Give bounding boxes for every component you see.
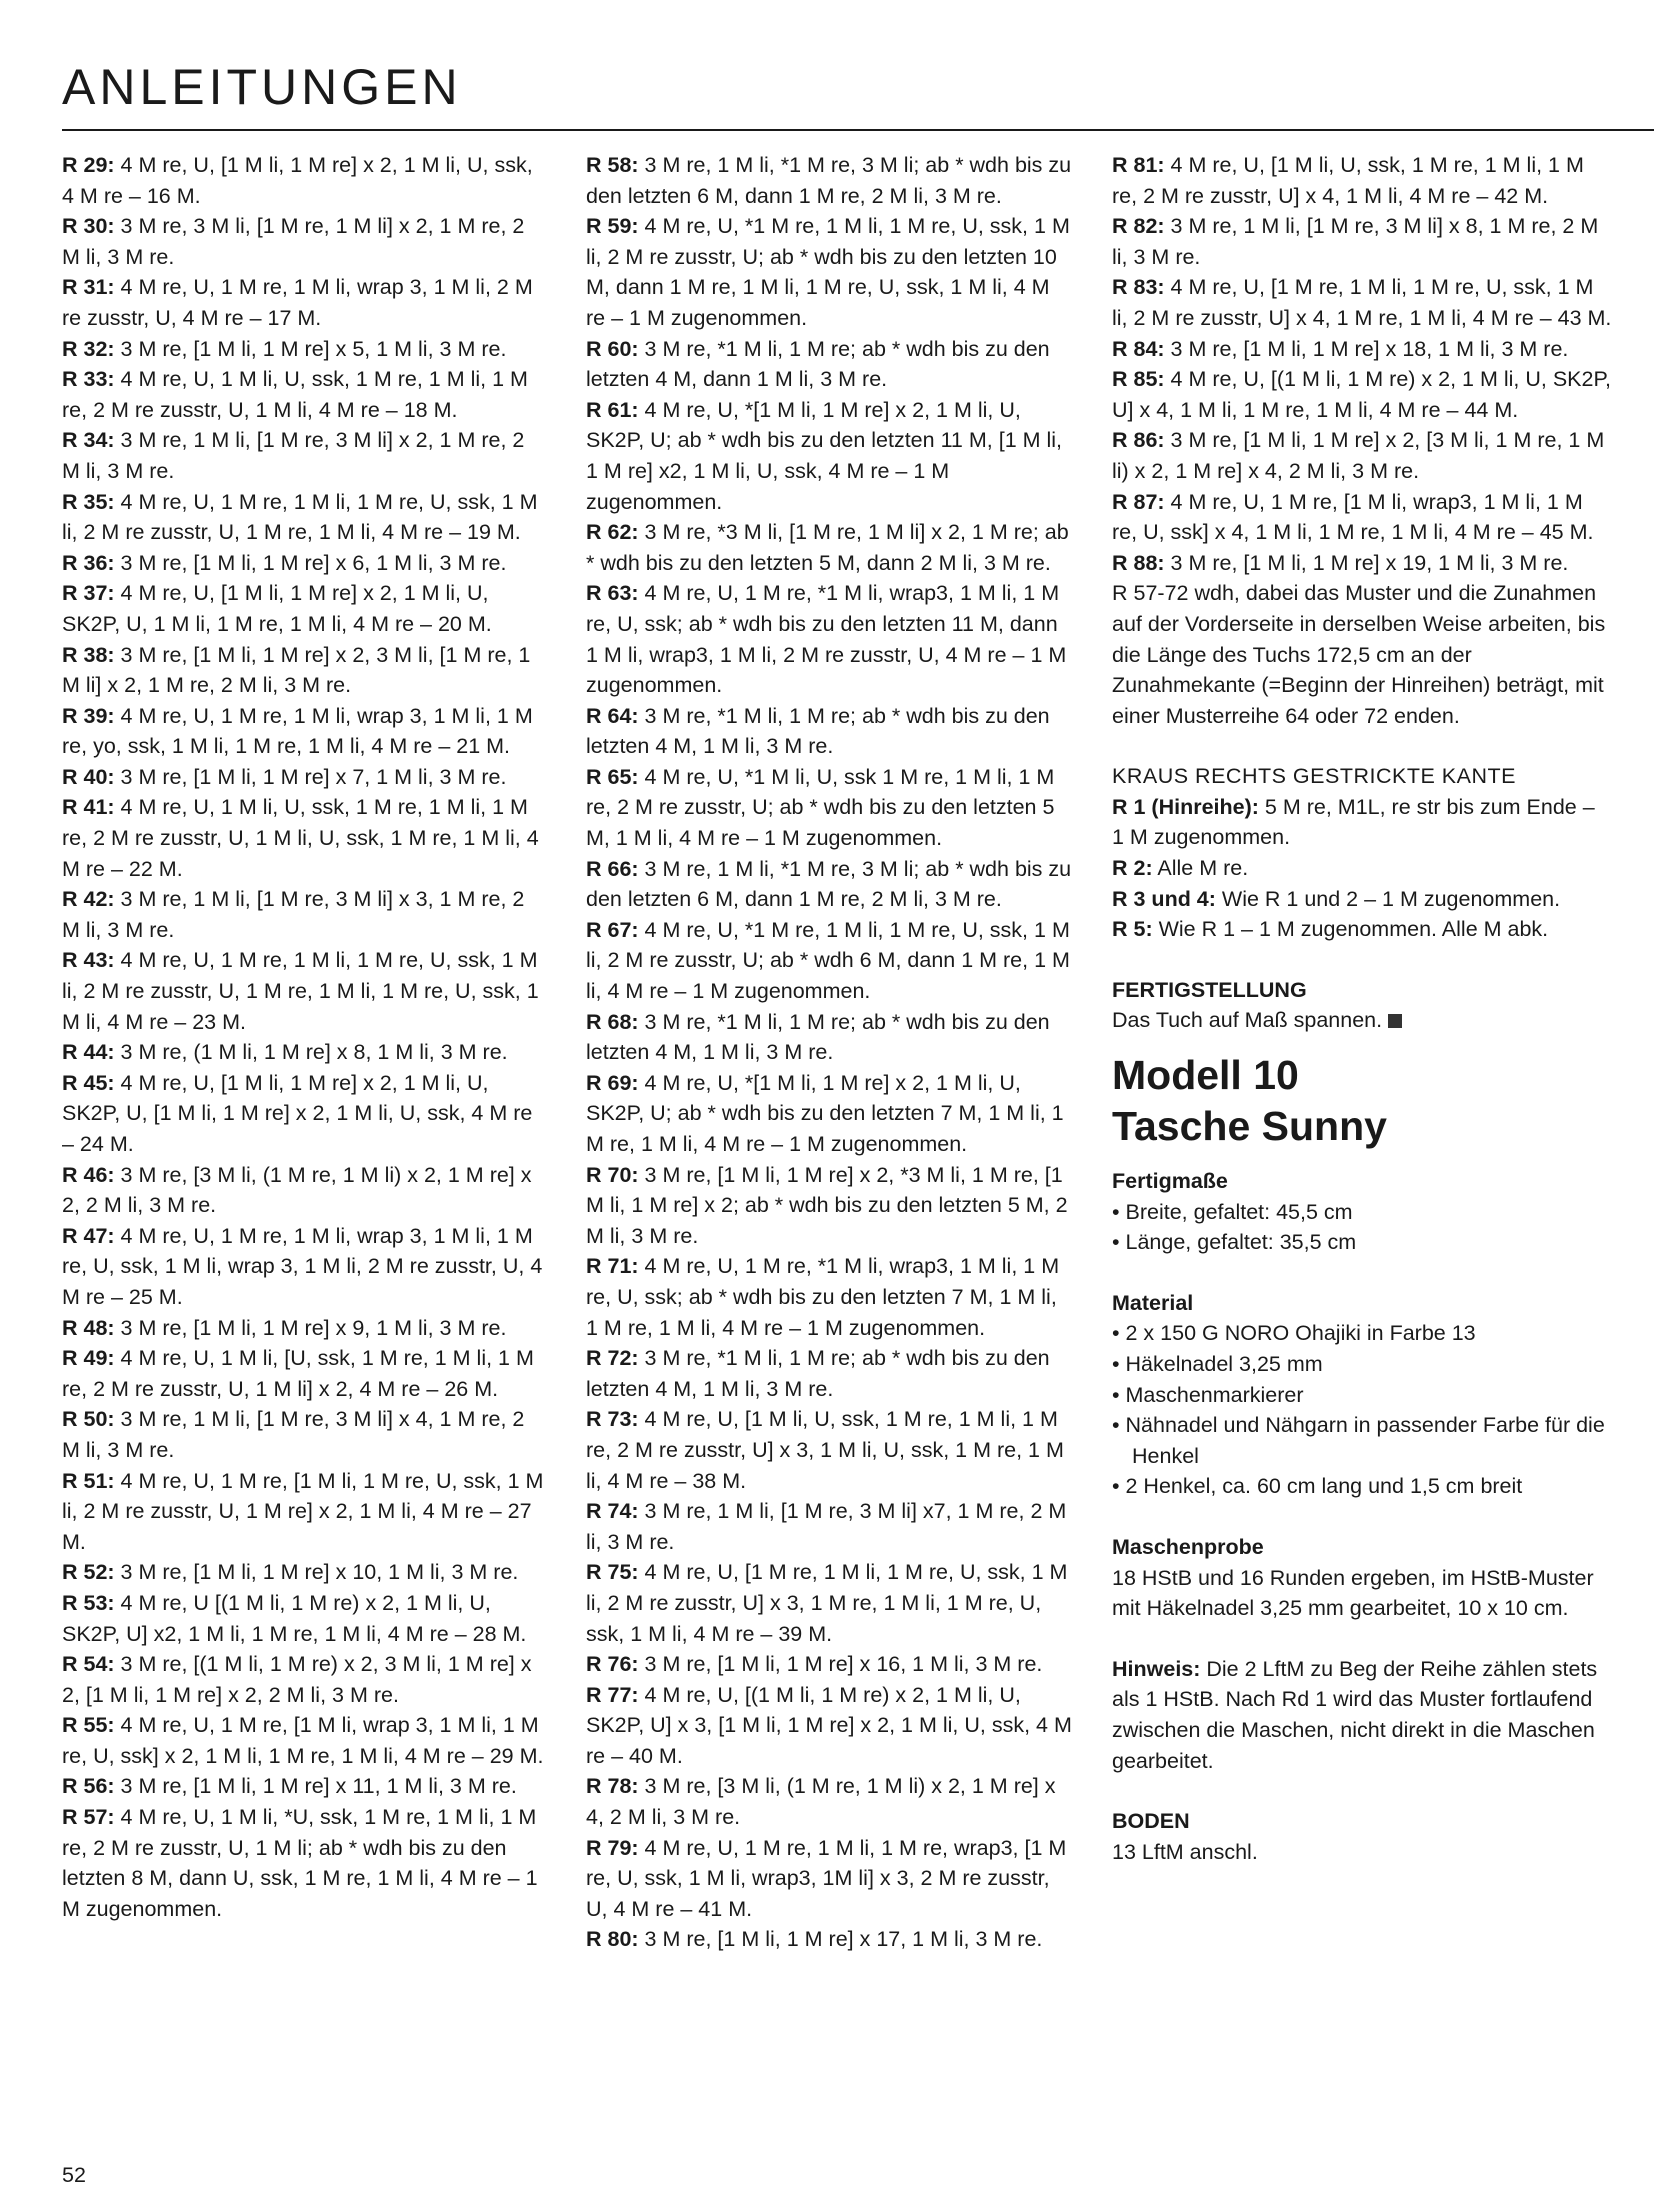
- pattern-row: [62, 1710, 548, 1771]
- pattern-row-text: 4 M re, U, 1 M re, 1 M li, wrap 3, 1 M li, 1 M re, yo, ssk, 1 M li, 1 M re, 1 M li, 4 M re – 21 M.: [62, 703, 533, 759]
- pattern-row: [586, 1649, 1072, 1680]
- pattern-row: [62, 1313, 548, 1344]
- pattern-row: [62, 150, 548, 211]
- material-item: • Häkelnadel 3,25 mm: [1112, 1352, 1323, 1376]
- edge-row-text: Wie R 1 – 1 M zugenommen. Alle M abk.: [1152, 917, 1549, 942]
- pattern-row-text: 3 M re, *3 M li, [1 M re, 1 M li] x 2, 1 M re; ab * wdh bis zu den letzten 5 M, dann 2 M li, 3 M re.: [586, 520, 1069, 575]
- pattern-row-text: 3 M re, [1 M li, 1 M re] x 2, *3 M li, 1 M re, [1 M li, 1 M re] x 2; ab * wdh bis zu den letzten 5 M, 2 M li, 3 M re.: [586, 1162, 1068, 1248]
- pattern-row: [62, 1037, 548, 1068]
- pattern-row-text: 3 M re, [1 M li, 1 M re] x 9, 1 M li, 3 M re.: [114, 1315, 507, 1340]
- pattern-row-label: R 80:: [586, 1927, 639, 1952]
- page-header-title: ANLEITUNGEN: [62, 59, 462, 115]
- pattern-row: [1112, 334, 1612, 365]
- pattern-row: [62, 1466, 548, 1558]
- pattern-row: [62, 1802, 548, 1924]
- pattern-row-text: 3 M re, 3 M li, [1 M re, 1 M li] x 2, 1 M re, 2 M li, 3 M re.: [62, 214, 525, 269]
- pattern-row: [586, 1833, 1072, 1925]
- pattern-row: [586, 1251, 1072, 1343]
- pattern-row: [586, 1007, 1072, 1068]
- measure-item: • Länge, gefaltet: 35,5 cm: [1112, 1230, 1357, 1255]
- pattern-row: [586, 1343, 1072, 1404]
- pattern-row-text: 3 M re, *1 M li, 1 M re; ab * wdh bis zu den letzten 4 M, dann 1 M li, 3 M re.: [586, 336, 1050, 392]
- measures-list: [1112, 1197, 1612, 1258]
- pattern-row: [62, 364, 548, 425]
- pattern-row-label: R 81:: [1112, 153, 1165, 177]
- edge-row-label: R 2:: [1112, 856, 1153, 881]
- materials-list: [1112, 1318, 1612, 1502]
- pattern-row-label: R 52:: [62, 1560, 115, 1585]
- pattern-row-text: 4 M re, U, 1 M re, *1 M li, wrap3, 1 M li, 1 M re, U, ssk; ab * wdh bis zu den letzten 11 M, dann 1 M li, wrap3, 1 M li, 2 M re zusstr, U, 4 M re – 1 M zugenommen.: [586, 581, 1067, 698]
- pattern-row-text: 4 M re, U, *1 M re, 1 M li, 1 M re, U, ssk, 1 M li, 2 M re zusstr, U; ab * wdh bis zu den letzten 10 M, dann 1 M re, 1 M li, 1 M re, U, ssk, 1 M li, 4 M re – 1 M zugenommen.: [586, 214, 1070, 330]
- pattern-row-text: 3 M re, [1 M li, 1 M re] x 7, 1 M li, 3 M re.: [114, 764, 507, 789]
- pattern-row-text: 3 M re, 1 M li, [1 M re, 3 M li] x 4, 1 M re, 2 M li, 3 M re.: [62, 1407, 525, 1462]
- pattern-row-label: R 69:: [586, 1070, 639, 1095]
- pattern-row: [586, 1680, 1072, 1772]
- edge-row-label: R 1 (Hinreihe):: [1112, 794, 1259, 819]
- pattern-row: [1112, 548, 1612, 579]
- pattern-row-text: 4 M re, U, 1 M re, [1 M li, wrap 3, 1 M li, 1 M re, U, ssk] x 2, 1 M li, 1 M re, 1 M li, 4 M re – 29 M.: [62, 1713, 544, 1768]
- pattern-row: [586, 1160, 1072, 1252]
- pattern-row-text: 4 M re, U [(1 M li, 1 M re) x 2, 1 M li, U, SK2P, U] x2, 1 M li, 1 M re, 1 M li, 4 M re – 28 M.: [62, 1590, 527, 1646]
- pattern-row: [62, 1557, 548, 1588]
- pattern-row-text: 3 M re, [3 M li, (1 M re, 1 M li) x 2, 1 M re] x 2, 2 M li, 3 M re.: [62, 1162, 532, 1218]
- edge-row-text: 5 M re, M1L, re str bis zum Ende – 1 M zugenommen.: [1112, 794, 1595, 850]
- hint-text: Die 2 LftM zu Beg der Reihe zählen stets als 1 HStB. Nach Rd 1 wird das Muster fortlaufend zwischen die Maschen, nicht direkt in die Maschen gearbeitet.: [1112, 1656, 1598, 1773]
- edge-heading: KRAUS RECHTS GESTRICKTE KANTE: [1112, 764, 1516, 789]
- pattern-row-text: 3 M re, [1 M li, 1 M re] x 16, 1 M li, 3 M re.: [638, 1652, 1043, 1677]
- pattern-row-text: 4 M re, U, 1 M li, U, ssk, 1 M re, 1 M li, 1 M re, 2 M re zusstr, U, 1 M li, 4 M re – 18 M.: [62, 367, 528, 422]
- pattern-row-label: R 55:: [62, 1713, 115, 1738]
- pattern-row-label: R 66:: [586, 856, 639, 881]
- pattern-row-text: 3 M re, [1 M li, 1 M re] x 2, [3 M li, 1 M re, 1 M li) x 2, 1 M re] x 4, 2 M li, 3 M re.: [1112, 428, 1605, 483]
- column-2: [586, 150, 1072, 1955]
- pattern-row: [586, 701, 1072, 762]
- pattern-row-label: R 38:: [62, 642, 115, 667]
- pattern-row-label: R 77:: [586, 1682, 639, 1707]
- pattern-row: [586, 915, 1072, 1007]
- pattern-row-label: R 48:: [62, 1315, 115, 1340]
- model-title: [1112, 1050, 1612, 1152]
- pattern-row-text: 3 M re, *1 M li, 1 M re; ab * wdh bis zu den letzten 4 M, 1 M li, 3 M re.: [586, 1009, 1050, 1065]
- gauge-text: 18 HStB und 16 Runden ergeben, im HStB-Muster mit Häkelnadel 3,25 mm gearbeitet, 10 x 10 cm.: [1112, 1565, 1594, 1621]
- pattern-row-text: 4 M re, U, *[1 M li, 1 M re] x 2, 1 M li, U, SK2P, U; ab * wdh bis zu den letzten 7 M, 1 M li, 1 M re, 1 M li, 4 M re – 1 M zugenommen.: [586, 1070, 1064, 1156]
- finishing-text-content: Das Tuch auf Maß spannen.: [1112, 1008, 1383, 1033]
- pattern-row: [586, 1068, 1072, 1160]
- pattern-row-label: R 59:: [586, 214, 639, 239]
- pattern-row: [62, 211, 548, 272]
- pattern-row-label: R 33:: [62, 367, 115, 392]
- pattern-row-text: 3 M re, [1 M li, 1 M re] x 10, 1 M li, 3 M re.: [114, 1560, 519, 1585]
- pattern-row: [62, 884, 548, 945]
- pattern-row: [1112, 272, 1612, 333]
- pattern-row-text: 4 M re, U, *[1 M li, 1 M re] x 2, 1 M li, U, SK2P, U; ab * wdh bis zu den letzten 11 M, [1 M li, 1 M re] x2, 1 M li, U, ssk, 4 M re – 1 M zugenommen.: [586, 397, 1063, 514]
- pattern-row: [586, 1924, 1072, 1955]
- pattern-row: [62, 945, 548, 1037]
- pattern-row-label: R 54:: [62, 1652, 115, 1677]
- pattern-row-text: 3 M re, [1 M li, 1 M re] x 18, 1 M li, 3 M re.: [1164, 336, 1569, 361]
- model-title-line1: Modell 10: [1112, 1052, 1299, 1099]
- pattern-row-text: 3 M re, 1 M li, [1 M re, 3 M li] x 3, 1 M re, 2 M li, 3 M re.: [62, 887, 525, 942]
- hint-paragraph: [1112, 1654, 1612, 1776]
- pattern-row-label: R 34:: [62, 428, 115, 453]
- pattern-row: [1112, 364, 1612, 425]
- pattern-row: [62, 792, 548, 884]
- edge-row: [1112, 884, 1612, 915]
- pattern-row-text: 4 M re, U, [1 M li, U, ssk, 1 M re, 1 M li, 1 M re, 2 M re zusstr, U] x 4, 1 M li, 4 M re – 42 M.: [1112, 153, 1584, 208]
- pattern-row: [62, 425, 548, 486]
- pattern-row-text: 3 M re, 1 M li, *1 M re, 3 M li; ab * wdh bis zu den letzten 6 M, dann 1 M re, 2 M li, 3 M re.: [586, 856, 1072, 912]
- pattern-row-label: R 72:: [586, 1346, 639, 1371]
- header-rule: [62, 129, 1654, 131]
- pattern-row: [586, 762, 1072, 854]
- pattern-row-text: 4 M re, U, [1 M re, 1 M li, 1 M re, U, ssk, 1 M li, 2 M re zusstr, U] x 3, 1 M re, 1 M li, 1 M re, U, ssk, 1 M li, 4 M re – 39 M.: [586, 1560, 1068, 1646]
- end-square-icon: [1388, 1014, 1402, 1028]
- pattern-row: [586, 854, 1072, 915]
- pattern-row-text: 4 M re, U, 1 M re, [1 M li, wrap3, 1 M li, 1 M re, U, ssk] x 4, 1 M li, 1 M re, 1 M li, 4 M re – 45 M.: [1112, 489, 1594, 545]
- pattern-row: [62, 762, 548, 793]
- pattern-row: [1112, 487, 1612, 548]
- measure-item: • Breite, gefaltet: 45,5 cm: [1112, 1199, 1353, 1224]
- pattern-row-label: R 57:: [62, 1805, 115, 1830]
- pattern-row-label: R 43:: [62, 948, 115, 973]
- pattern-row-label: R 82:: [1112, 214, 1165, 239]
- edge-row-text: Wie R 1 und 2 – 1 M zugenommen.: [1215, 886, 1561, 911]
- pattern-row-label: R 84:: [1112, 336, 1165, 361]
- pattern-row-label: R 39:: [62, 703, 115, 728]
- pattern-row-label: R 68:: [586, 1009, 639, 1034]
- pattern-row-label: R 30:: [62, 214, 115, 239]
- pattern-row: [62, 1068, 548, 1160]
- pattern-row: [62, 640, 548, 701]
- pattern-row-text: 4 M re, U, [1 M li, 1 M re] x 2, 1 M li, U, ssk, 4 M re – 16 M.: [62, 153, 533, 208]
- column-1: [62, 150, 548, 1924]
- pattern-row: [62, 487, 548, 548]
- pattern-row-label: R 44:: [62, 1040, 115, 1065]
- pattern-row: [62, 1343, 548, 1404]
- pattern-row-text: 4 M re, U, 1 M re, 1 M li, 1 M re, U, ssk, 1 M li, 2 M re zusstr, U, 1 M re, 1 M li, 1 M re, U, ssk, 1 M li, 4 M re – 23 M.: [62, 948, 539, 1034]
- pattern-row-label: R 76:: [586, 1652, 639, 1677]
- pattern-row-text: 3 M re, [1 M li, 1 M re] x 2, 3 M li, [1 M re, 1 M li] x 2, 1 M re, 2 M li, 3 M re.: [62, 642, 531, 698]
- pattern-row-label: R 88:: [1112, 550, 1165, 575]
- pattern-row-label: R 75:: [586, 1560, 639, 1585]
- pattern-row-text: 4 M re, U, 1 M re, [1 M li, 1 M re, U, ssk, 1 M li, 2 M re zusstr, U, 1 M re] x 2, 1 M li, 4 M re – 27 M.: [62, 1468, 544, 1554]
- pattern-row-label: R 46:: [62, 1162, 115, 1187]
- pattern-row: [586, 334, 1072, 395]
- pattern-row-label: R 47:: [62, 1223, 115, 1248]
- pattern-row-text: 3 M re, [1 M li, 1 M re] x 6, 1 M li, 3 M re.: [114, 550, 507, 575]
- pattern-row-text: 3 M re, (1 M li, 1 M re] x 8, 1 M li, 3 M re.: [114, 1040, 508, 1065]
- pattern-row-label: R 79:: [586, 1835, 639, 1860]
- repeat-note: R 57-72 wdh, dabei das Muster und die Zunahmen auf der Vorderseite in derselben Weise arbeiten, bis die Länge des Tuchs 172,5 cm an der Zunahmekante (=Beginn der Hinreihen) beträgt, mit einer Musterreihe 64 oder 72 enden.: [1112, 581, 1606, 728]
- material-item: • 2 x 150 G NORO Ohajiki in Farbe 13: [1112, 1321, 1476, 1346]
- pattern-row-label: R 86:: [1112, 428, 1165, 453]
- pattern-row-label: R 56:: [62, 1774, 115, 1799]
- pattern-row-text: 3 M re, [1 M li, 1 M re] x 17, 1 M li, 3 M re.: [638, 1927, 1043, 1952]
- pattern-row: [1112, 425, 1612, 486]
- pattern-row: [586, 1557, 1072, 1649]
- pattern-row: [586, 517, 1072, 578]
- pattern-row: [1112, 211, 1612, 272]
- pattern-row-label: R 37:: [62, 581, 115, 606]
- pattern-row-label: R 85:: [1112, 367, 1165, 392]
- pattern-row-label: R 36:: [62, 550, 115, 575]
- pattern-row-label: R 83:: [1112, 275, 1165, 300]
- page-number: 52: [62, 2163, 86, 2187]
- edge-row-label: R 5:: [1112, 917, 1153, 942]
- pattern-row: [62, 1771, 548, 1802]
- pattern-row-label: R 50:: [62, 1407, 115, 1432]
- pattern-row-text: 3 M re, 1 M li, *1 M re, 3 M li; ab * wdh bis zu den letzten 6 M, dann 1 M re, 2 M li, 3 M re.: [586, 153, 1072, 208]
- pattern-row: [586, 1771, 1072, 1832]
- pattern-row: [62, 1649, 548, 1710]
- pattern-row: [62, 1221, 548, 1313]
- pattern-row: [62, 1160, 548, 1221]
- pattern-row-label: R 53:: [62, 1590, 115, 1615]
- hint-label: Hinweis:: [1112, 1656, 1201, 1681]
- pattern-row-label: R 87:: [1112, 489, 1165, 514]
- pattern-row-text: 3 M re, 1 M li, [1 M re, 3 M li] x7, 1 M re, 2 M li, 3 M re.: [586, 1499, 1067, 1554]
- pattern-row-text: 3 M re, [3 M li, (1 M re, 1 M li) x 2, 1 M re] x 4, 2 M li, 3 M re.: [586, 1774, 1056, 1830]
- pattern-row: [62, 578, 548, 639]
- edge-row: [1112, 853, 1612, 884]
- edge-row: [1112, 914, 1612, 945]
- pattern-row-label: R 29:: [62, 153, 115, 177]
- pattern-row-label: R 60:: [586, 336, 639, 361]
- pattern-row-text: 4 M re, U, *1 M re, 1 M li, 1 M re, U, ssk, 1 M li, 2 M re zusstr, U; ab * wdh 6 M, dann 1 M re, 1 M li, 4 M re – 1 M zugenommen.: [586, 917, 1070, 1004]
- pattern-row: [586, 1496, 1072, 1557]
- pattern-row-text: 4 M re, U, *1 M li, U, ssk 1 M re, 1 M li, 1 M re, 2 M re zusstr, U; ab * wdh bis zu den letzten 5 M, 1 M li, 4 M re – 1 M zugenommen.: [586, 764, 1055, 851]
- pattern-row-text: 4 M re, U, [1 M li, 1 M re] x 2, 1 M li, U, SK2P, U, 1 M li, 1 M re, 1 M li, 4 M re – 20 M.: [62, 581, 492, 636]
- pattern-row-label: R 58:: [586, 153, 639, 177]
- pattern-row: [62, 1404, 548, 1465]
- pattern-row-text: 4 M re, U, [(1 M li, 1 M re) x 2, 1 M li, U, SK2P, U] x 3, [1 M li, 1 M re] x 2, 1 M li, U, ssk, 4 M re – 40 M.: [586, 1682, 1072, 1768]
- pattern-row-text: 3 M re, 1 M li, [1 M re, 3 M li] x 2, 1 M re, 2 M li, 3 M re.: [62, 428, 525, 483]
- pattern-row-text: 3 M re, [1 M li, 1 M re] x 19, 1 M li, 3 M re.: [1164, 550, 1569, 575]
- pattern-row-label: R 65:: [586, 764, 639, 789]
- edge-row-label: R 3 und 4:: [1112, 886, 1216, 911]
- measures-heading: Fertigmaße: [1112, 1169, 1228, 1194]
- pattern-row: [1112, 150, 1612, 211]
- column-3-rows: [1112, 150, 1612, 578]
- pattern-row-label: R 70:: [586, 1162, 639, 1187]
- pattern-row-text: 3 M re, *1 M li, 1 M re; ab * wdh bis zu den letzten 4 M, 1 M li, 3 M re.: [586, 1346, 1050, 1401]
- pattern-row-label: R 74:: [586, 1499, 639, 1524]
- pattern-row-label: R 71:: [586, 1254, 639, 1279]
- pattern-row-text: 4 M re, U, [1 M re, 1 M li, 1 M re, U, ssk, 1 M li, 2 M re zusstr, U] x 4, 1 M re, 1 M li, 4 M re – 43 M.: [1112, 275, 1612, 330]
- pattern-row-label: R 31:: [62, 275, 115, 300]
- finishing-heading: FERTIGSTELLUNG: [1112, 977, 1307, 1002]
- bottom-text: 13 LftM anschl.: [1112, 1839, 1258, 1864]
- pattern-row: [586, 1404, 1072, 1496]
- pattern-row: [62, 548, 548, 579]
- pattern-row: [586, 395, 1072, 517]
- pattern-row: [586, 211, 1072, 333]
- pattern-row-label: R 45:: [62, 1070, 115, 1095]
- pattern-row-label: R 67:: [586, 917, 639, 942]
- pattern-row-text: 3 M re, *1 M li, 1 M re; ab * wdh bis zu den letzten 4 M, 1 M li, 3 M re.: [586, 703, 1050, 759]
- pattern-row-text: 4 M re, U, 1 M re, *1 M li, wrap3, 1 M li, 1 M re, U, ssk; ab * wdh bis zu den letzten 7 M, 1 M li, 1 M re, 1 M li, 4 M re – 1 M zugenommen.: [586, 1254, 1060, 1340]
- pattern-row-text: 3 M re, [(1 M li, 1 M re) x 2, 3 M li, 1 M re] x 2, [1 M li, 1 M re] x 2, 2 M li, 3 M re.: [62, 1652, 532, 1707]
- pattern-row-text: 4 M re, U, 1 M re, 1 M li, wrap 3, 1 M li, 1 M re, U, ssk, 1 M li, wrap 3, 1 M li, 2 M re zusstr, U, 4 M re – 25 M.: [62, 1223, 543, 1309]
- pattern-row-label: R 78:: [586, 1774, 639, 1799]
- pattern-row-text: 4 M re, U, [1 M li, U, ssk, 1 M re, 1 M li, 1 M re, 2 M re zusstr, U] x 3, 1 M li, U, ssk, 1 M re, 1 M li, 4 M re – 38 M.: [586, 1407, 1064, 1493]
- model-title-line2: Tasche Sunny: [1112, 1103, 1387, 1150]
- pattern-row-label: R 35:: [62, 489, 115, 514]
- pattern-row-label: R 73:: [586, 1407, 639, 1432]
- pattern-row: [62, 272, 548, 333]
- material-item: • Maschenmarkierer: [1112, 1382, 1304, 1407]
- pattern-row: [62, 334, 548, 365]
- edge-rows: [1112, 792, 1612, 945]
- pattern-row-text: 3 M re, [1 M li, 1 M re] x 5, 1 M li, 3 M re.: [114, 336, 507, 361]
- pattern-row-text: 4 M re, U, 1 M re, 1 M li, 1 M re, U, ssk, 1 M li, 2 M re zusstr, U, 1 M re, 1 M li, 4 M re – 19 M.: [62, 489, 538, 545]
- pattern-row-label: R 63:: [586, 581, 639, 606]
- finishing-text: [1112, 1005, 1612, 1036]
- material-item: • Nähnadel und Nähgarn in passender Farbe für die Henkel: [1112, 1413, 1605, 1468]
- pattern-row-text: 4 M re, U, 1 M li, [U, ssk, 1 M re, 1 M li, 1 M re, 2 M re zusstr, U, 1 M li] x 2, 4 M re – 26 M.: [62, 1346, 534, 1401]
- pattern-row-label: R 64:: [586, 703, 639, 728]
- pattern-row-label: R 42:: [62, 887, 115, 912]
- material-item: • 2 Henkel, ca. 60 cm lang und 1,5 cm breit: [1112, 1474, 1523, 1499]
- pattern-row-text: 4 M re, U, 1 M re, 1 M li, 1 M re, wrap3, [1 M re, U, ssk, 1 M li, wrap3, 1M li] x 3, 2 M re zusstr, U, 4 M re – 41 M.: [586, 1835, 1067, 1921]
- pattern-row-label: R 62:: [586, 520, 639, 545]
- pattern-row-label: R 41:: [62, 795, 115, 820]
- pattern-row-label: R 61:: [586, 397, 639, 422]
- pattern-row-text: 4 M re, U, [1 M li, 1 M re] x 2, 1 M li, U, SK2P, U, [1 M li, 1 M re] x 2, 1 M li, U, ssk, 4 M re – 24 M.: [62, 1070, 533, 1156]
- pattern-row: [586, 578, 1072, 700]
- pattern-row-label: R 32:: [62, 336, 115, 361]
- gauge-heading: Maschenprobe: [1112, 1534, 1264, 1559]
- pattern-row-text: 4 M re, U, 1 M re, 1 M li, wrap 3, 1 M li, 2 M re zusstr, U, 4 M re – 17 M.: [62, 275, 533, 330]
- pattern-row: [62, 701, 548, 762]
- pattern-row-label: R 40:: [62, 764, 115, 789]
- edge-row-text: Alle M re.: [1152, 856, 1249, 881]
- edge-row: [1112, 792, 1612, 853]
- bottom-heading: BODEN: [1112, 1809, 1190, 1834]
- pattern-row-text: 4 M re, U, 1 M li, *U, ssk, 1 M re, 1 M li, 1 M re, 2 M re zusstr, U, 1 M li; ab * wdh bis zu den letzten 8 M, dann U, ssk, 1 M re, 1 M li, 4 M re – 1 M zugenommen.: [62, 1805, 538, 1921]
- pattern-row-text: 3 M re, 1 M li, [1 M re, 3 M li] x 8, 1 M re, 2 M li, 3 M re.: [1112, 214, 1599, 269]
- pattern-row: [586, 150, 1072, 211]
- pattern-row-text: 4 M re, U, 1 M li, U, ssk, 1 M re, 1 M li, 1 M re, 2 M re zusstr, U, 1 M li, U, ssk, 1 M re, 1 M li, 4 M re – 22 M.: [62, 795, 539, 881]
- pattern-row-text: 4 M re, U, [(1 M li, 1 M re) x 2, 1 M li, U, SK2P, U] x 4, 1 M li, 1 M re, 1 M li, 4 M re – 44 M.: [1112, 367, 1612, 422]
- material-heading: Material: [1112, 1290, 1194, 1315]
- pattern-row-label: R 49:: [62, 1346, 115, 1371]
- pattern-row-label: R 51:: [62, 1468, 115, 1493]
- pattern-row: [62, 1588, 548, 1649]
- column-3: [1112, 150, 1612, 1867]
- pattern-row-text: 3 M re, [1 M li, 1 M re] x 11, 1 M li, 3 M re.: [114, 1774, 517, 1799]
